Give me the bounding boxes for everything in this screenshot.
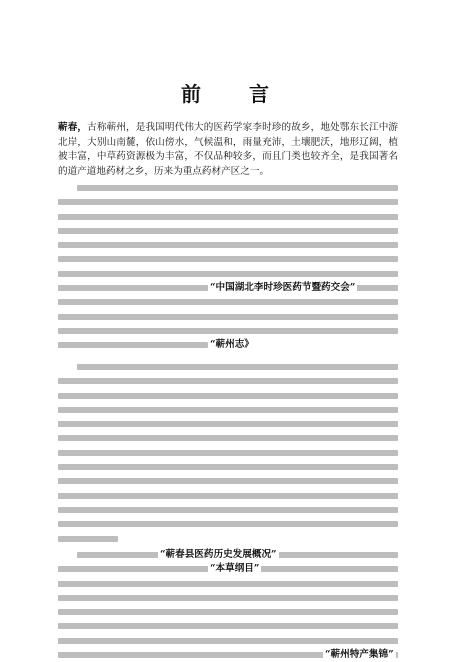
text-line [58,389,398,403]
text-line [58,338,398,352]
text-line [58,591,398,605]
text-line [58,634,398,648]
emphasis-text: “本草纲目” [208,562,261,576]
text-line [58,195,398,209]
text-line [58,374,398,388]
emphasis-text: “蕲州特产集锦” [323,648,396,662]
text-line [58,252,398,266]
intro-text: 古称蕲州，是我国明代伟大的医药学家李时珍的故乡，地处鄂东长江中游北岸，大别山南麓，依山傍水，气候温和，雨量充沛，土壤肥沃，地形辽阔，植被丰富，中草药资源极为丰富，不仅品种较多，而且门类也较齐全，是我国著名的道产道地药材之乡，历来为重点药材产区之一。 [58,122,399,177]
text-line [58,562,398,576]
text-line [58,503,398,517]
paragraph-authors [58,548,398,662]
text-line [58,295,398,309]
page-title: 前 言 [181,82,283,106]
text-line [58,310,398,324]
intro-lead: 蕲春， [58,122,88,133]
text-line [58,619,398,633]
text-line [58,324,398,338]
text-line [58,417,398,431]
text-line [58,460,398,474]
intro-paragraph [58,121,398,179]
text-line [58,403,398,417]
text-line [58,532,398,546]
emphasis-text: “蕲州志》 [208,338,256,352]
text-line [58,210,398,224]
text-line [58,238,398,252]
text-line [58,474,398,488]
text-line [58,548,398,562]
paragraph-history [58,181,398,353]
text-line [58,224,398,238]
text-line [58,517,398,531]
text-line [58,181,398,195]
text-line [58,431,398,445]
text-line [58,577,398,591]
text-line [58,446,398,460]
text-line [58,605,398,619]
text-line [58,489,398,503]
text-line [58,267,398,281]
text-line [58,281,398,295]
emphasis-text: “中国湖北李时珍医药节暨药交会” [208,281,357,295]
emphasis-text: “蕲春县医药历史发展概况” [158,548,279,562]
text-line [58,648,398,662]
paragraph-structure [58,360,398,546]
text-line [58,360,398,374]
